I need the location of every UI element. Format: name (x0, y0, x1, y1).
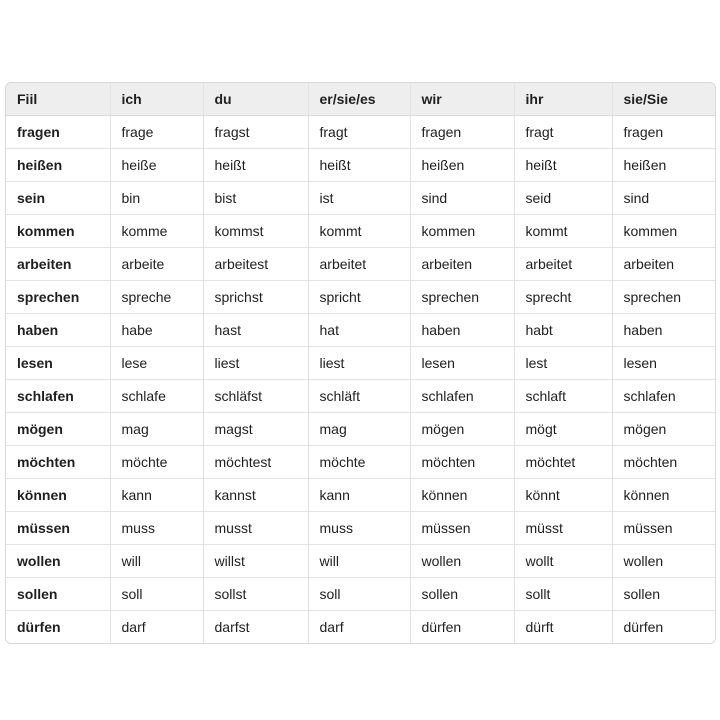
sie-cell: sprechen (612, 281, 715, 314)
wir-cell: sollen (410, 578, 514, 611)
sie-cell: kommen (612, 215, 715, 248)
wir-cell: heißen (410, 149, 514, 182)
verb-cell: mögen (6, 413, 110, 446)
sie-cell: können (612, 479, 715, 512)
ich-cell: soll (110, 578, 203, 611)
er-sie-es-cell: soll (308, 578, 410, 611)
table-body (6, 116, 715, 644)
header-row (6, 83, 715, 116)
table-row (6, 314, 715, 347)
ihr-cell: mögt (514, 413, 612, 446)
ihr-cell: schlaft (514, 380, 612, 413)
sie-cell: sind (612, 182, 715, 215)
du-cell: liest (203, 347, 308, 380)
du-cell: willst (203, 545, 308, 578)
ich-cell: habe (110, 314, 203, 347)
du-cell: heißt (203, 149, 308, 182)
er-sie-es-cell: spricht (308, 281, 410, 314)
ich-cell: muss (110, 512, 203, 545)
ihr-cell: möchtet (514, 446, 612, 479)
wir-cell: kommen (410, 215, 514, 248)
du-cell: sprichst (203, 281, 308, 314)
ihr-cell: arbeitet (514, 248, 612, 281)
wir-cell: müssen (410, 512, 514, 545)
header-wir: wir (410, 83, 514, 116)
sie-cell: haben (612, 314, 715, 347)
er-sie-es-cell: kann (308, 479, 410, 512)
ihr-cell: seid (514, 182, 612, 215)
table-row (6, 215, 715, 248)
ihr-cell: sprecht (514, 281, 612, 314)
table-row (6, 611, 715, 644)
ich-cell: komme (110, 215, 203, 248)
sie-cell: müssen (612, 512, 715, 545)
verb-cell: müssen (6, 512, 110, 545)
ihr-cell: wollt (514, 545, 612, 578)
verb-cell: kommen (6, 215, 110, 248)
du-cell: darfst (203, 611, 308, 644)
ich-cell: möchte (110, 446, 203, 479)
sie-cell: lesen (612, 347, 715, 380)
sie-cell: wollen (612, 545, 715, 578)
ich-cell: arbeite (110, 248, 203, 281)
table-row (6, 380, 715, 413)
wir-cell: wollen (410, 545, 514, 578)
wir-cell: arbeiten (410, 248, 514, 281)
table-row (6, 479, 715, 512)
wir-cell: lesen (410, 347, 514, 380)
er-sie-es-cell: ist (308, 182, 410, 215)
ihr-cell: fragt (514, 116, 612, 149)
table-row (6, 347, 715, 380)
ich-cell: spreche (110, 281, 203, 314)
header-ihr: ihr (514, 83, 612, 116)
verb-cell: möchten (6, 446, 110, 479)
wir-cell: möchten (410, 446, 514, 479)
wir-cell: sind (410, 182, 514, 215)
er-sie-es-cell: will (308, 545, 410, 578)
er-sie-es-cell: liest (308, 347, 410, 380)
ihr-cell: habt (514, 314, 612, 347)
du-cell: kannst (203, 479, 308, 512)
er-sie-es-cell: schläft (308, 380, 410, 413)
du-cell: bist (203, 182, 308, 215)
du-cell: fragst (203, 116, 308, 149)
er-sie-es-cell: mag (308, 413, 410, 446)
ich-cell: frage (110, 116, 203, 149)
conjugation-table-container (5, 82, 716, 644)
er-sie-es-cell: muss (308, 512, 410, 545)
ihr-cell: kommt (514, 215, 612, 248)
ich-cell: heiße (110, 149, 203, 182)
header-du: du (203, 83, 308, 116)
verb-cell: haben (6, 314, 110, 347)
table-row (6, 281, 715, 314)
du-cell: hast (203, 314, 308, 347)
ich-cell: lese (110, 347, 203, 380)
ich-cell: kann (110, 479, 203, 512)
wir-cell: können (410, 479, 514, 512)
wir-cell: dürfen (410, 611, 514, 644)
verb-cell: lesen (6, 347, 110, 380)
wir-cell: fragen (410, 116, 514, 149)
verb-cell: sein (6, 182, 110, 215)
verb-cell: arbeiten (6, 248, 110, 281)
verb-cell: schlafen (6, 380, 110, 413)
ich-cell: mag (110, 413, 203, 446)
ich-cell: schlafe (110, 380, 203, 413)
ihr-cell: heißt (514, 149, 612, 182)
er-sie-es-cell: darf (308, 611, 410, 644)
ihr-cell: könnt (514, 479, 612, 512)
wir-cell: haben (410, 314, 514, 347)
du-cell: musst (203, 512, 308, 545)
header-er-sie-es: er/sie/es (308, 83, 410, 116)
du-cell: möchtest (203, 446, 308, 479)
er-sie-es-cell: fragt (308, 116, 410, 149)
sie-cell: heißen (612, 149, 715, 182)
wir-cell: schlafen (410, 380, 514, 413)
sie-cell: fragen (612, 116, 715, 149)
sie-cell: möchten (612, 446, 715, 479)
sie-cell: sollen (612, 578, 715, 611)
er-sie-es-cell: heißt (308, 149, 410, 182)
ich-cell: will (110, 545, 203, 578)
table-row (6, 116, 715, 149)
sie-cell: arbeiten (612, 248, 715, 281)
header-verb: Fiil (6, 83, 110, 116)
verb-cell: können (6, 479, 110, 512)
er-sie-es-cell: möchte (308, 446, 410, 479)
ich-cell: darf (110, 611, 203, 644)
verb-cell: fragen (6, 116, 110, 149)
wir-cell: sprechen (410, 281, 514, 314)
header-sie: sie/Sie (612, 83, 715, 116)
er-sie-es-cell: kommt (308, 215, 410, 248)
ihr-cell: müsst (514, 512, 612, 545)
ihr-cell: lest (514, 347, 612, 380)
verb-cell: heißen (6, 149, 110, 182)
table-row (6, 512, 715, 545)
wir-cell: mögen (410, 413, 514, 446)
table-row (6, 578, 715, 611)
sie-cell: schlafen (612, 380, 715, 413)
verb-cell: dürfen (6, 611, 110, 644)
er-sie-es-cell: hat (308, 314, 410, 347)
table-row (6, 149, 715, 182)
table-row (6, 413, 715, 446)
table-row (6, 182, 715, 215)
verb-cell: sprechen (6, 281, 110, 314)
table-row (6, 545, 715, 578)
table-header (6, 83, 715, 116)
du-cell: arbeitest (203, 248, 308, 281)
header-ich: ich (110, 83, 203, 116)
du-cell: kommst (203, 215, 308, 248)
sie-cell: mögen (612, 413, 715, 446)
du-cell: schläfst (203, 380, 308, 413)
ihr-cell: dürft (514, 611, 612, 644)
conjugation-table (6, 83, 715, 643)
ich-cell: bin (110, 182, 203, 215)
du-cell: magst (203, 413, 308, 446)
er-sie-es-cell: arbeitet (308, 248, 410, 281)
ihr-cell: sollt (514, 578, 612, 611)
table-row (6, 248, 715, 281)
table-row (6, 446, 715, 479)
verb-cell: wollen (6, 545, 110, 578)
du-cell: sollst (203, 578, 308, 611)
verb-cell: sollen (6, 578, 110, 611)
sie-cell: dürfen (623, 619, 664, 635)
